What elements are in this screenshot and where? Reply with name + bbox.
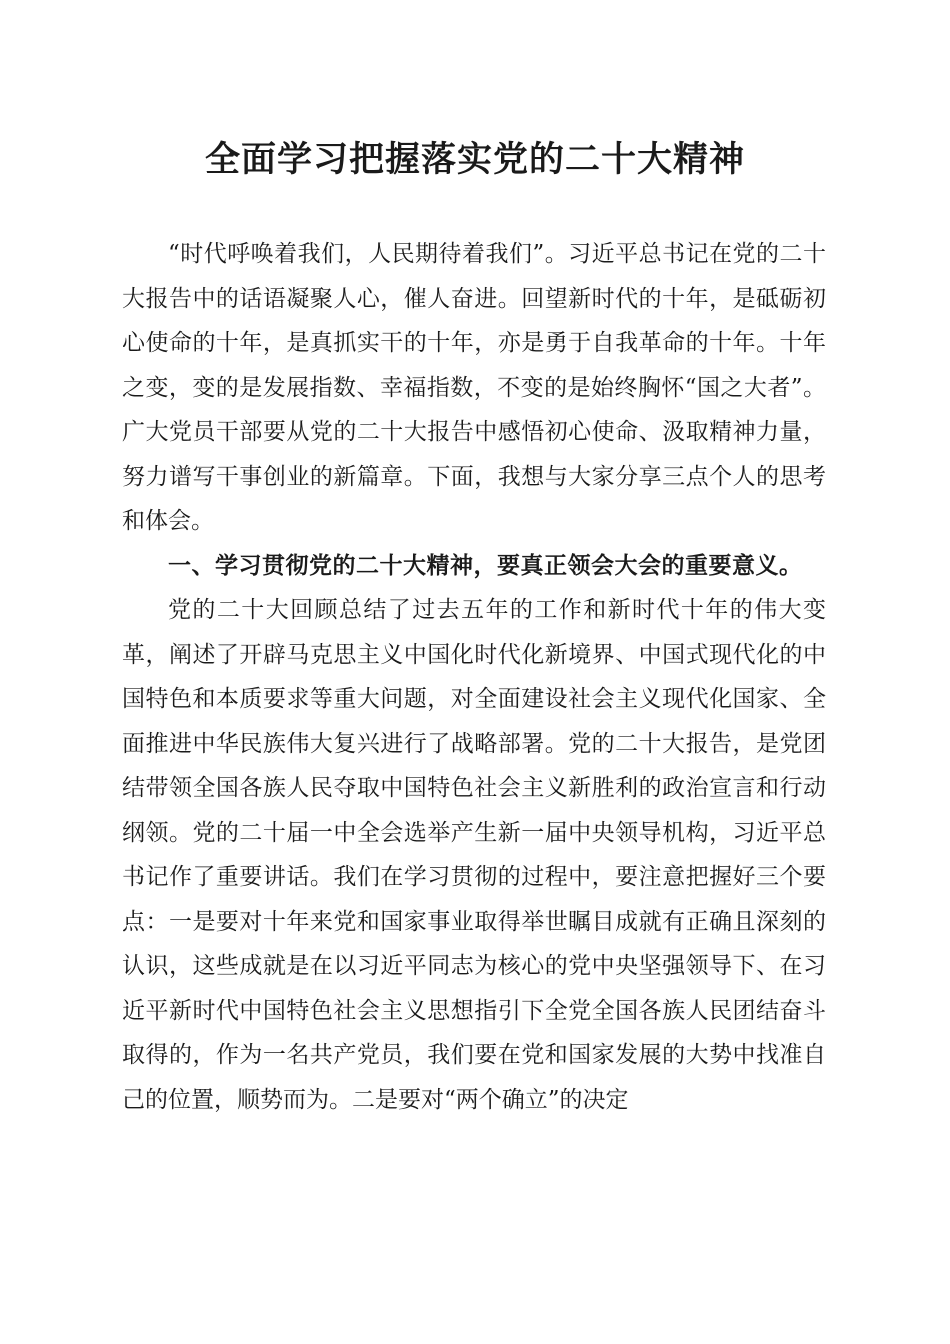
- section-1-paragraph: 党的二十大回顾总结了过去五年的工作和新时代十年的伟大变革，阐述了开辟马克思主义中国化时代化新境界、中国式现代化的中国特色和本质要求等重大问题，对全面建设社会主义现代化国家、全面推进中华民族伟大复兴进行了战略部署。党的二十大报告，是党团结带领全国各族人民夺取中国特色社会主义新胜利的政治宣言和行动纲领。党的二十届一中全会选举产生新一届中央领导机构，习近平总书记作了重要讲话。我们在学习贯彻的过程中，要注意把握好三个要点：一是要对十年来党和国家事业取得举世瞩目成就有正确且深刻的认识，这些成就是在以习近平同志为核心的党中央坚强领导下、在习近平新时代中国特色社会主义思想指引下全党全国各族人民团结奋斗取得的，作为一名共产党员，我们要在党和国家发展的大势中找准自己的位置，顺势而为。二是要对“两个确立”的决定: [122, 597, 826, 1113]
- intro-paragraph: “时代呼唤着我们，人民期待着我们”。习近平总书记在党的二十大报告中的话语凝聚人心，催人奋进。回望新时代的十年，是砥砺初心使命的十年，是真抓实干的十年，亦是勇于自我革命的十年。十年之变，变的是发展指数、幸福指数，不变的是始终胸怀“国之大者”。广大党员干部要从党的二十大报告中感悟初心使命、汲取精神力量，努力谱写干事创业的新篇章。下面，我想与大家分享三点个人的思考和体会。: [122, 241, 826, 534]
- section-heading-1: 一、学习贯彻党的二十大精神，要真正领会大会的重要意义。: [168, 552, 803, 579]
- document-body: [122, 232, 826, 1122]
- document-title: 全面学习把握落实党的二十大精神: [204, 139, 745, 180]
